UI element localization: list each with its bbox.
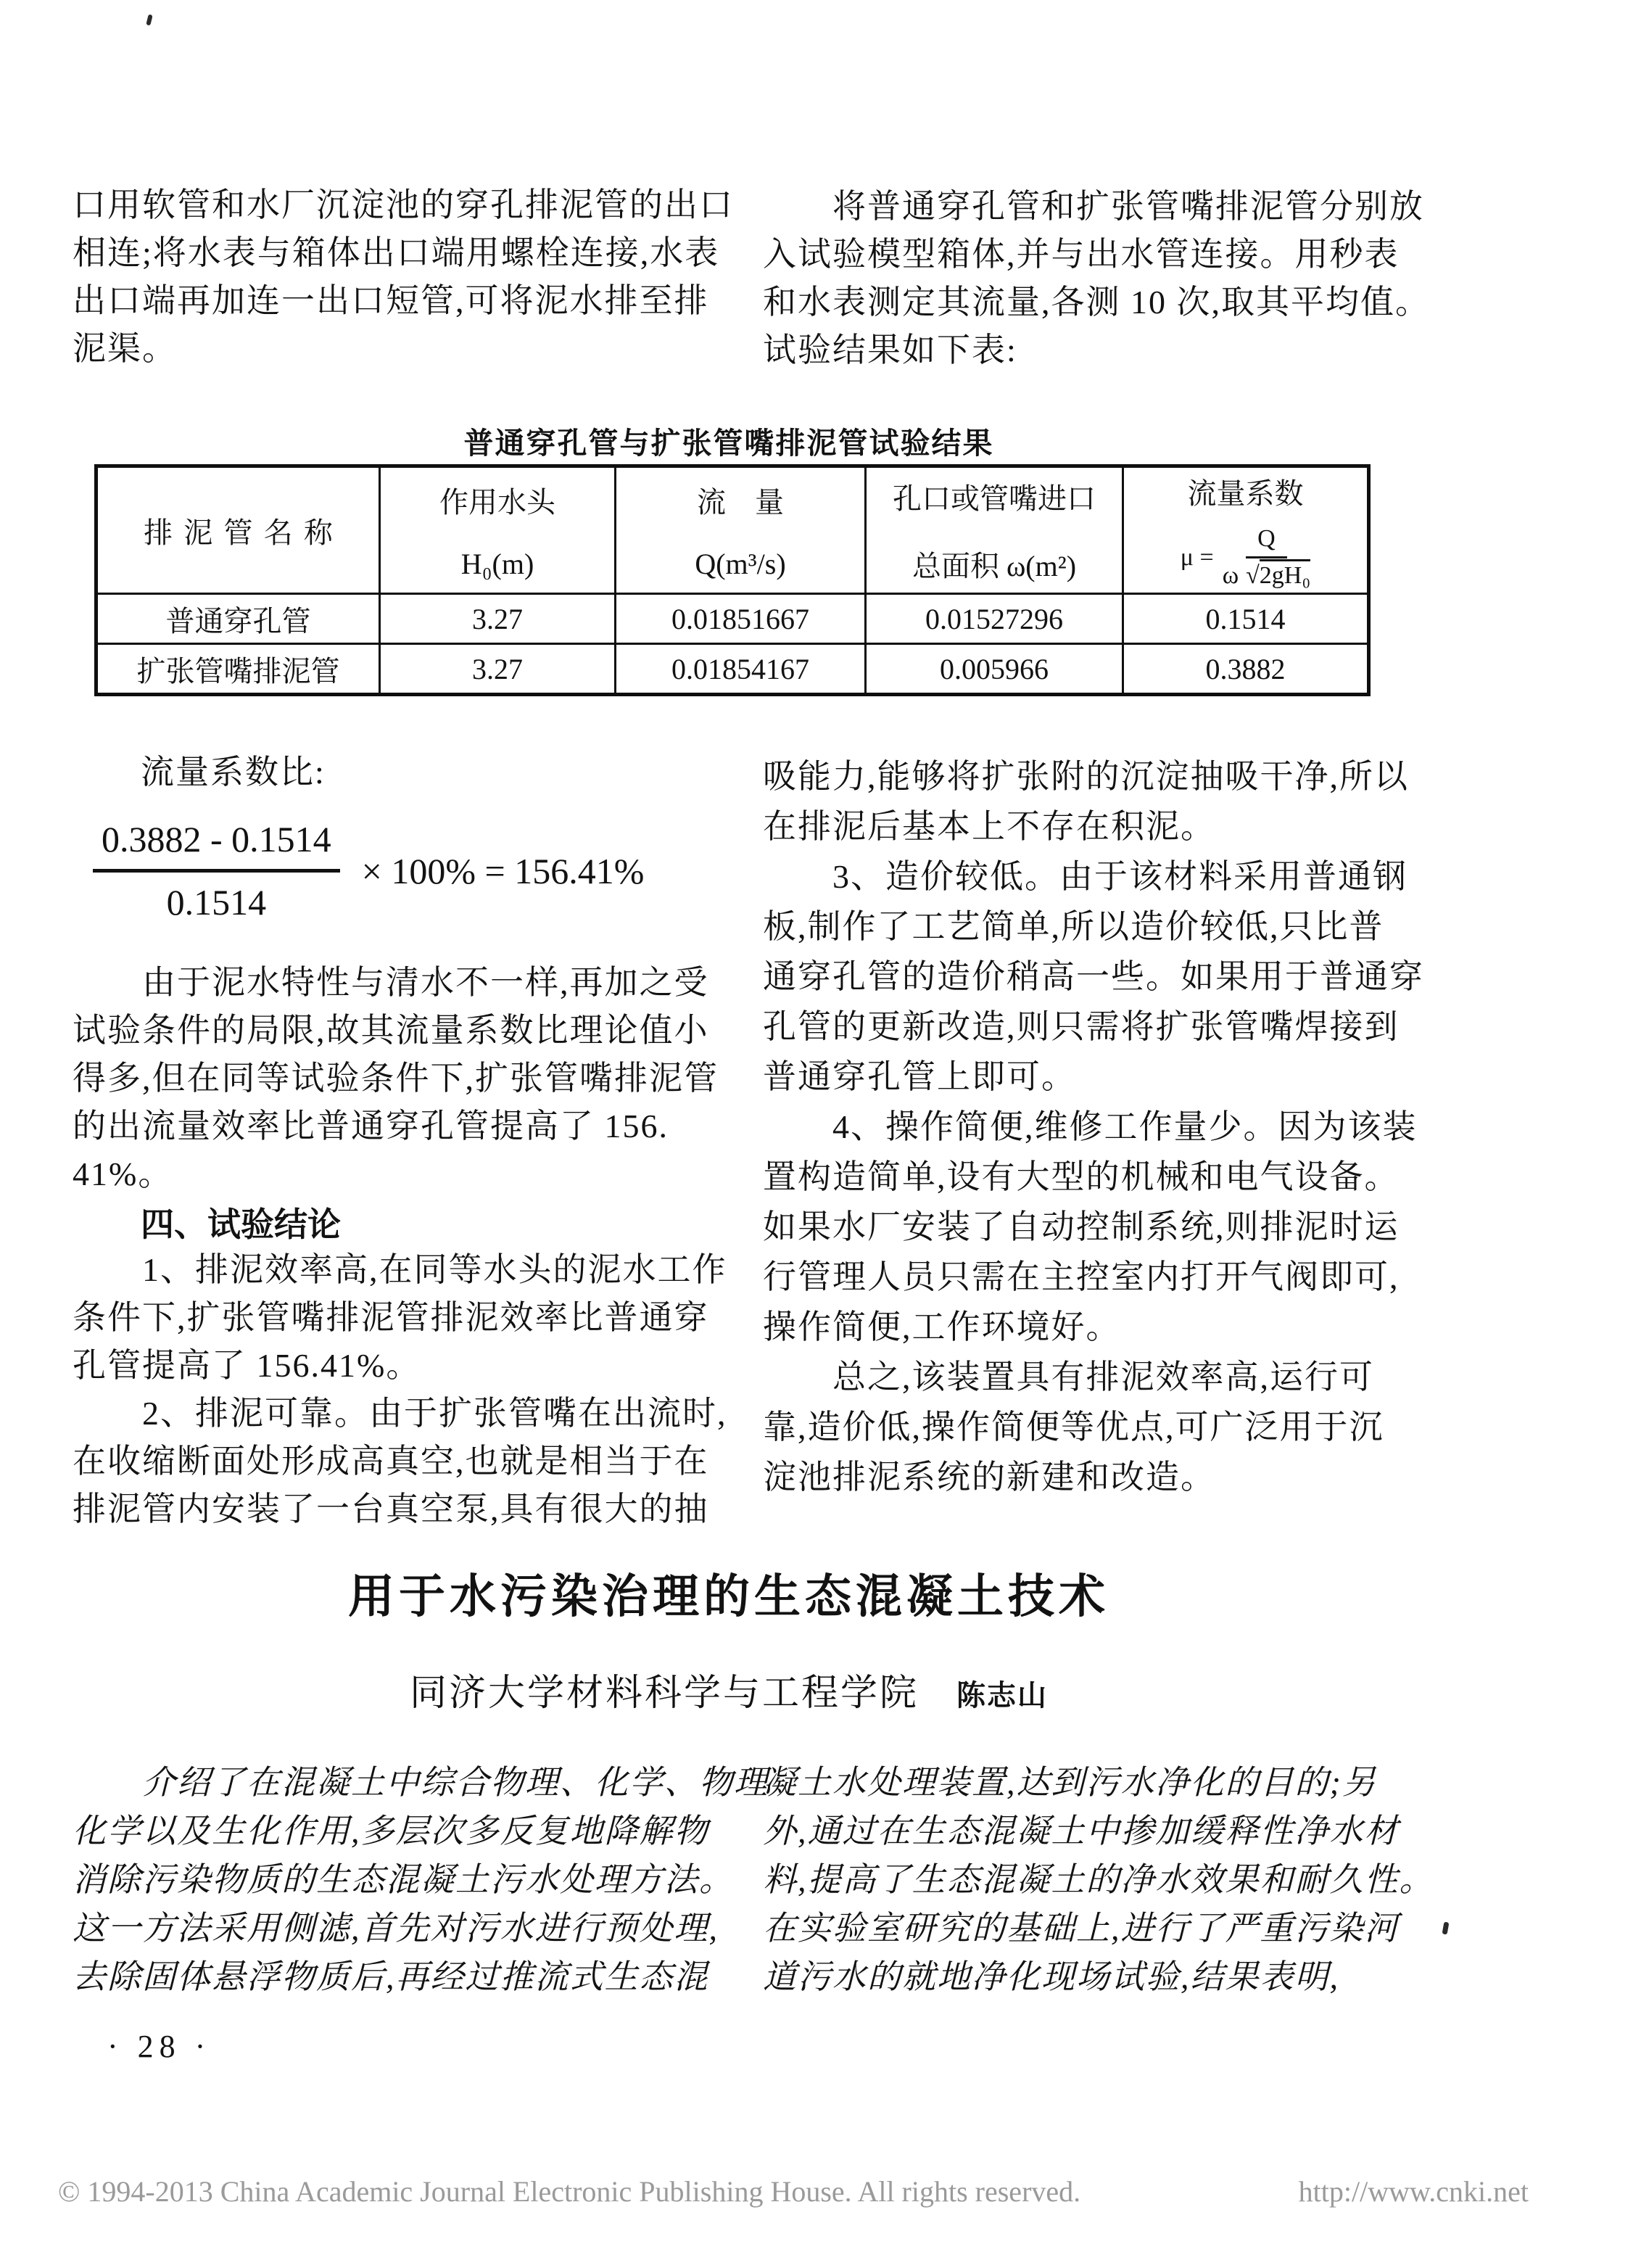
- article1-left-column-para2: [73, 959, 761, 1198]
- header-label: 作用水头: [439, 486, 555, 519]
- text-line: 得多,但在同等试验条件下,扩张管嘴排泥管: [73, 1060, 719, 1097]
- text-line: 行管理人员只需在主控室内打开气阀即可,: [763, 1258, 1400, 1295]
- text-line: 出口端再加连一出口短管,可将泥水排至排: [73, 282, 709, 319]
- table-row: [98, 643, 1367, 693]
- header-unit: 总面积 ω(m²): [912, 550, 1077, 582]
- article2-author: 陈志山: [956, 1679, 1048, 1712]
- paragraph: [73, 1758, 769, 2001]
- text-line: 外,通过在生态混凝土中掺加缓释性净水材: [763, 1813, 1400, 1850]
- text-line: 在实验室研究的基础上,进行了严重污染河: [763, 1910, 1400, 1947]
- paragraph: [73, 1246, 761, 1533]
- text-line: 操作简便,工作环境好。: [763, 1308, 1121, 1345]
- ratio-fraction: [93, 818, 340, 923]
- paragraph: [73, 959, 761, 1198]
- text-line: 凝土水处理装置,达到污水净化的目的;另: [763, 1764, 1377, 1801]
- text-line: 去除固体悬浮物质后,再经过推流式生态混: [73, 1958, 709, 1995]
- text-line: 化学以及生化作用,多层次多反复地降解物: [73, 1813, 709, 1850]
- ratio-result: × 100% = 156.41%: [361, 850, 645, 891]
- text-line: 淀池排泥系统的新建和改造。: [763, 1459, 1215, 1496]
- conclusion-heading: 四、试验结论: [141, 1205, 341, 1243]
- results-table: [94, 464, 1371, 696]
- header-flow: [616, 468, 867, 593]
- text-line: 试验条件的局限,故其流量系数比理论值小: [73, 1012, 709, 1049]
- page-number: · 28 ·: [107, 2029, 212, 2064]
- flow-ratio-formula: [93, 818, 644, 923]
- text-line: 孔管的更新改造,则只需将扩张管嘴焊接到: [763, 1008, 1400, 1045]
- header-flow-coefficient: [1124, 468, 1367, 593]
- header-label: 流量系数: [1187, 477, 1304, 510]
- text-line: 在收缩断面处形成高真空,也就是相当于在: [73, 1443, 709, 1480]
- header-acting-head: [381, 468, 616, 593]
- table-header-row: [98, 468, 1367, 593]
- omega-symbol: ω: [1222, 562, 1239, 589]
- text-line: 试验结果如下表:: [763, 331, 1017, 368]
- footer: [58, 2174, 1529, 2209]
- text-line: 由于泥水特性与清水不一样,再加之受: [73, 964, 709, 1001]
- cell-pipe-name: 扩张管嘴排泥管: [98, 645, 381, 693]
- text-line: 靠,造价低,操作简便等优点,可广泛用于沉: [763, 1409, 1384, 1446]
- cell-acting-head: 3.27: [381, 645, 616, 693]
- text-line: 普通穿孔管上即可。: [763, 1058, 1076, 1095]
- cell-flow-coefficient: 0.3882: [1205, 652, 1286, 685]
- article1-right-column-top: [763, 183, 1452, 374]
- article2-right-column: [763, 1758, 1452, 2001]
- ratio-numerator: 0.3882 - 0.1514: [93, 818, 340, 873]
- cell-flow: 0.01851667: [616, 595, 867, 643]
- radicand: 2gH₀: [1260, 559, 1310, 589]
- mu-fraction: [1223, 525, 1310, 590]
- article2-left-column: [73, 1758, 769, 2001]
- article1-left-column-para3: [73, 1246, 761, 1533]
- text-line: 41%。: [73, 1155, 173, 1192]
- ratio-denominator: 0.1514: [166, 882, 267, 923]
- cell-inlet-area: 0.01527296: [867, 595, 1124, 643]
- flow-ratio-label: 流量系数比:: [141, 754, 326, 791]
- article2-byline: [94, 1662, 1363, 1716]
- text-line: 吸能力,能够将扩张附的沉淀抽吸干净,所以: [763, 758, 1409, 795]
- text-line: 的出流量效率比普通穿孔管提高了 156.: [73, 1108, 669, 1145]
- text-line: 置构造简单,设有大型的机械和电气设备。: [763, 1158, 1400, 1195]
- text-line: 2、排泥可靠。由于扩张管嘴在出流时,: [73, 1395, 727, 1432]
- cnki-url: http://www.cnki.net: [1298, 2175, 1529, 2208]
- text-line: 料,提高了生态混凝土的净水效果和耐久性。: [763, 1861, 1434, 1898]
- sqrt-symbol: √: [1246, 562, 1260, 589]
- sqrt-block: [1246, 562, 1310, 590]
- article1-right-column-lower: [763, 751, 1452, 1502]
- header-label: 排泥管名称: [144, 516, 344, 549]
- text-line: 泥渠。: [73, 330, 177, 367]
- article2-title: 用于水污染治理的生态混凝土技术: [348, 1570, 1109, 1622]
- cell-flow: 0.01854167: [616, 645, 867, 693]
- text-line: 相连;将水表与箱体出口端用螺栓连接,水表: [73, 234, 720, 271]
- cell-acting-head: 3.27: [381, 595, 616, 643]
- paragraph: [73, 181, 761, 373]
- paragraph: [763, 183, 1452, 374]
- table-row: [98, 593, 1367, 643]
- cell-flow-coefficient: 0.1514: [1205, 602, 1286, 635]
- scan-artifact: [146, 14, 152, 25]
- text-line: 在排泥后基本上不存在积泥。: [763, 808, 1215, 845]
- text-line: 板,制作了工艺简单,所以造价较低,只比普: [763, 908, 1384, 945]
- text-line: 条件下,扩张管嘴排泥管排泥效率比普通穿: [73, 1299, 709, 1336]
- table-title: 普通穿孔管与扩张管嘴排泥管试验结果: [463, 426, 994, 460]
- text-line: 这一方法采用侧滤,首先对污水进行预处理,: [73, 1910, 719, 1947]
- mu-formula: [1181, 525, 1310, 590]
- mu-denominator: [1223, 558, 1310, 590]
- mu-lhs: μ =: [1180, 543, 1214, 571]
- text-line: 孔管提高了 156.41%。: [73, 1347, 421, 1384]
- cell-pipe-name: 普通穿孔管: [98, 595, 381, 643]
- table-body: [98, 593, 1367, 693]
- text-line: 入试验模型箱体,并与出水管连接。用秒表: [763, 236, 1400, 273]
- copyright-notice: © 1994-2013 China Academic Journal Electronic Publishing House. All rights reserved.: [58, 2175, 1081, 2208]
- paragraph: [763, 751, 1452, 1502]
- text-line: 将普通穿孔管和扩张管嘴排泥管分别放: [763, 188, 1424, 225]
- text-line: 1、排泥效率高,在同等水头的泥水工作: [73, 1251, 727, 1288]
- header-unit: Q(m³/s): [695, 548, 786, 580]
- paragraph: [763, 1758, 1452, 2001]
- header-unit: H₀(m): [460, 548, 534, 580]
- header-pipe-name: [98, 468, 381, 593]
- cell-inlet-area: 0.005966: [867, 645, 1124, 693]
- header-inlet-area: [867, 468, 1124, 593]
- text-line: 3、造价较低。由于该材料采用普通钢: [763, 858, 1408, 895]
- text-line: 和水表测定其流量,各测 10 次,取其平均值。: [763, 284, 1430, 321]
- article1-left-column-top: [73, 181, 761, 373]
- text-line: 排泥管内安装了一台真空泵,具有很大的抽: [73, 1490, 709, 1527]
- header-label: 流 量: [697, 486, 784, 519]
- text-line: 道污水的就地净化现场试验,结果表明,: [763, 1958, 1339, 1995]
- text-line: 消除污染物质的生态混凝土污水处理方法。: [73, 1861, 734, 1898]
- header-label: 孔口或管嘴进口: [893, 482, 1096, 515]
- text-line: 通穿孔管的造价稍高一些。如果用于普通穿: [763, 958, 1424, 995]
- article2-affiliation: 同济大学材料科学与工程学院: [409, 1673, 919, 1714]
- text-line: 介绍了在混凝土中综合物理、化学、物理: [73, 1764, 769, 1801]
- text-line: 如果水厂安装了自动控制系统,则排泥时运: [763, 1208, 1400, 1245]
- text-line: 总之,该装置具有排泥效率高,运行可: [763, 1358, 1374, 1395]
- mu-numerator: Q: [1246, 525, 1287, 558]
- text-line: 口用软管和水厂沉淀池的穿孔排泥管的出口: [73, 186, 734, 223]
- text-line: 4、操作简便,维修工作量少。因为该装: [763, 1108, 1418, 1145]
